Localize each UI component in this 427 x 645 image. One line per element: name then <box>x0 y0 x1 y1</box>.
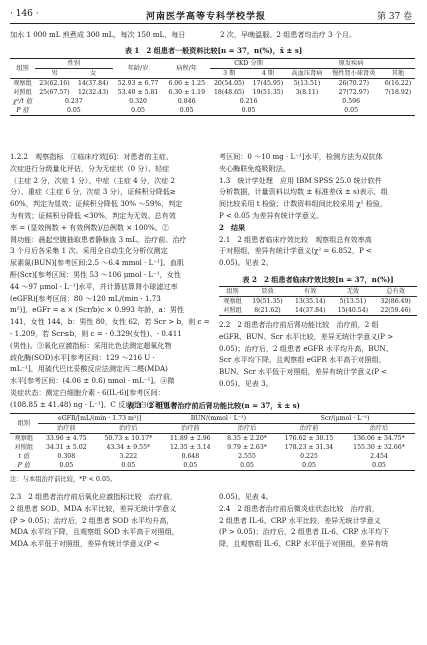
table-cell: 5(13.51) <box>287 79 326 89</box>
table-cell: 27(72.97) <box>338 89 369 96</box>
table-cell: 11.89 ± 2.96 <box>162 434 219 444</box>
text-line: 分）、重症（主症 6 分，次症 3 分），证候积分降低≥ <box>10 187 176 197</box>
table2-header-marked: 显效 <box>246 287 289 297</box>
text-line: 2 组患者 IL-6、CRP 水平比较，差异无统计学意义 <box>219 515 381 525</box>
table3-header-egfr: eGFR/[mL/(min · 1.73 m²)] <box>38 414 162 424</box>
table-cell: 0.225 <box>300 453 318 460</box>
table-cell: 50.73 ± 10.17* <box>95 434 162 444</box>
table-cell: 53.40 ± 5.81 <box>117 89 159 96</box>
table1-header-ckd3: 3 期 <box>223 70 236 77</box>
table-cell: 19(51.35) <box>252 89 284 96</box>
text-line: （主症 2 分，次症 1 分）、中症（主症 4 分，次症 2 <box>10 175 176 185</box>
table-cell: 5(13.51) <box>332 297 375 307</box>
table3-header-group: 组别 <box>10 414 38 434</box>
text-line: 歧化酶(SOD)水平[参考区间：129 ～216 U · <box>10 352 155 362</box>
table-cell: 0.320 <box>129 98 147 105</box>
table-cell: 12(32.43) <box>78 89 109 96</box>
text-line: 尿素氮(BUN)[参考区间:2.5 ～6.4 mmol · L⁻¹]、血肌 <box>10 258 185 268</box>
text-line: (108.85 ± 41.48) ng · L⁻¹]、C 反应蛋白(CRP)[参 <box>10 399 178 409</box>
page-number: · 146 · <box>10 9 39 19</box>
table2-caption: 表 2 2 组患者临床疗效比较[n = 37，n(%)] <box>242 275 394 284</box>
top-text-right: 2 次，早晚温服。2 组患者均治疗 3 个月。 <box>220 30 357 39</box>
left-column-paragraph-2 <box>10 491 210 550</box>
table-cell: 136.06 ± 34.75* <box>343 434 415 444</box>
table2-header-effective: 有效 <box>289 287 332 297</box>
volume-label: 第 37 卷 <box>377 12 413 22</box>
table-row <box>219 306 417 316</box>
table-cell: 观察组 <box>10 434 38 444</box>
text-line: 率 = (显效例数 + 有效例数)/总例数 × 100%。② <box>10 222 169 232</box>
table-cell: 0.05 <box>287 106 415 116</box>
table1-header-ckd: CKD 分期 <box>210 59 288 69</box>
text-line: Scr 水平均下降，且观察组 eGFR 水平高于对照组， <box>219 355 386 365</box>
table-cell: 33.96 ± 4.75 <box>38 434 95 444</box>
table2-header-total: 总有效 <box>374 287 417 297</box>
table-cell: 0.05 <box>210 106 288 116</box>
table-cell: 3.222 <box>119 453 138 460</box>
right-column-paragraph-2 <box>219 319 417 390</box>
table-cell: 176.62 ± 30.15 <box>275 434 343 444</box>
text-line: (P > 0.05)；治疗后，2 组患者 SOD 水平均升高， <box>10 515 174 525</box>
table-cell: 对照组 <box>13 89 32 96</box>
text-line: 考区间：0 ～10 mg · L⁻¹]水平，检测方法为双抗体 <box>219 152 383 161</box>
table-cell: 0.05 <box>38 461 95 471</box>
table3-header-before: 治疗前 <box>181 425 200 432</box>
right-column-paragraph-1 <box>219 151 417 269</box>
text-line: 2.1 2 组患者临床疗效比较 观察组总有效率高 <box>219 234 372 244</box>
text-line: eGFR、BUN、Scr 水平比较，差异无统计学意义(P > <box>219 331 394 341</box>
table-cell: 观察组 <box>10 79 35 89</box>
table1-header-sex: 性别 <box>35 59 113 69</box>
table-cell: 34.31 ± 5.02 <box>45 444 87 451</box>
table-cell: 15(40.54) <box>332 306 375 316</box>
text-line: BUN、Scr 水平低于对照组，差异有统计学意义(P < <box>219 367 388 377</box>
table-row <box>10 97 415 106</box>
table3 <box>10 413 415 471</box>
table-cell: 0.216 <box>239 98 258 105</box>
table2 <box>219 286 417 316</box>
text-line: 44 ～97 μmol · L⁻¹]水平，并计算估算肾小球滤过率 <box>10 281 178 291</box>
table2-header-invalid: 无效 <box>332 287 375 297</box>
table-cell: 52.93 ± 6.77 <box>113 79 164 89</box>
table-cell: 0.648 <box>181 453 200 460</box>
text-line: 次症进行分级量化评估，分为无症状（0 分）、轻症 <box>10 163 170 173</box>
text-line: 1.3 统计学处理 应用 IBM SPSS 25.0 统计软件 <box>219 175 382 185</box>
table-cell: 178.23 ± 31.34 <box>284 444 334 451</box>
table-row <box>10 434 415 444</box>
table-cell: 0.05 <box>219 461 275 471</box>
text-line: 肾功能：晨起空腹抽取患者静脉血 3 mL，治疗前、治疗 <box>10 234 187 244</box>
table-cell: 9.79 ± 2.63* <box>227 444 267 451</box>
table-cell: 14(37.84) <box>74 79 113 89</box>
table-cell: 2.555 <box>238 453 256 460</box>
text-line: 60%，判定为显效；证候积分降低 30% ～59%，判定 <box>10 199 183 209</box>
text-line: 降，且观察组 IL-6、CRP 水平低于对照组，差异有统 <box>219 539 389 549</box>
table1-header-htn: 高血压肾病 <box>291 70 323 77</box>
table-cell: 12.35 ± 3.14 <box>169 444 211 451</box>
text-line: 141，女性 144，b：男性 80，女性 62，若 Scr > b，则 c = <box>10 317 210 327</box>
text-line: 酐(Scr)[参考区间：男性 53 ～106 μmol · L⁻¹，女性 <box>10 269 181 279</box>
table-cell: 43.34 ± 9.55* <box>106 444 151 451</box>
table1-header-age: 年龄/岁 <box>113 59 164 79</box>
table1-header-course: 病程/年 <box>164 59 210 79</box>
right-column-paragraph-3 <box>219 491 417 550</box>
table3-note: 注：与本组治疗前比较，*P < 0.05。 <box>10 476 117 483</box>
table-cell: 0.05 <box>95 461 162 471</box>
table-cell: 17(45.95) <box>249 79 288 89</box>
table-row <box>10 443 415 452</box>
table-cell: 23(62.16) <box>35 79 74 89</box>
text-line: P < 0.05 为差异有统计学意义。 <box>219 210 324 220</box>
table-cell: 3(8.11) <box>295 89 319 96</box>
table-cell: 对照组 <box>14 444 34 451</box>
text-line: 1.2.2 观察指标 ①临床疗效[6]：对患者的主症、 <box>10 152 173 161</box>
table-cell: 8(21.62) <box>246 306 289 316</box>
table-cell: 6.06 ± 1.25 <box>164 79 210 89</box>
journal-title: 河南医学高等专科学校学报 <box>146 12 267 22</box>
table-cell: χ²/t 值 <box>13 98 33 105</box>
table-cell: 22(59.46) <box>374 306 417 316</box>
table1 <box>10 58 415 116</box>
table-cell: 26(70.27) <box>327 79 381 89</box>
table3-header-before: 治疗前 <box>57 425 76 432</box>
table-cell: 32(86.49) <box>374 297 417 307</box>
table2-header-group: 组别 <box>219 287 246 297</box>
table-cell: 0.846 <box>177 98 196 105</box>
text-line: 0.05)。见表 3。 <box>219 378 273 388</box>
text-line: - 1.209，若 Scr≤b，则 c = - 0.329(女性)、- 0.411 <box>10 328 182 338</box>
table1-header-group: 组别 <box>10 59 35 79</box>
table-cell: 7(18.92) <box>384 89 412 96</box>
table-cell: 2.454 <box>370 453 388 460</box>
text-line: MDA 水平均下降，且观察组 SOD 水平高于对照组， <box>10 527 179 537</box>
table3-header-after: 治疗后 <box>119 425 138 432</box>
table-cell: 20(54.05) <box>210 79 249 89</box>
table1-header-other: 其他 <box>391 70 405 77</box>
text-line: (P > 0.05)；治疗后，2 组患者 IL-6、CRP 水平均下 <box>219 527 390 537</box>
table-row <box>10 461 415 471</box>
table3-header-after: 治疗后 <box>369 425 389 432</box>
table1-header-cgn: 慢性肾小球肾炎 <box>332 70 376 77</box>
table3-header-after: 治疗后 <box>237 425 257 432</box>
table3-header-bun: BUN/(mmol · L⁻¹) <box>162 414 275 424</box>
text-line: 炎症状态：测定白细胞介素 - 6(IL-6)[参考区间： <box>10 387 165 397</box>
table-cell: 13(35.14) <box>289 297 332 307</box>
left-column-paragraph-1 <box>10 151 210 411</box>
text-line: 2.3 2 组患者治疗前后氧化应激指标比较 治疗前， <box>10 492 178 501</box>
table-cell: 155.30 ± 32.66* <box>353 444 405 451</box>
text-line: 3 个月后各采集 1 次。采用全自动生化分析仪测定 <box>10 246 168 256</box>
text-line: 夹心酶联免疫吸附法。 <box>219 163 290 173</box>
table-cell: 19(51.35) <box>246 297 289 307</box>
text-line: 间比较采用 t 检验；计数资料组间比较采用 χ² 检验， <box>219 199 387 209</box>
table-cell: 0.05 <box>343 461 415 471</box>
table-cell: 0.05 <box>162 461 219 471</box>
table1-header-male: 男 <box>51 70 58 77</box>
table-cell: t 值 <box>18 453 30 460</box>
table-row <box>10 452 415 461</box>
text-line: (男性)。③氧化应激指标：采用比色法测定超氧化物 <box>10 340 172 350</box>
header-rule <box>10 23 415 24</box>
text-line: 于对照组，差异有统计学意义(χ² = 6.852，P < <box>219 246 372 256</box>
table-cell: 对照组 <box>219 306 246 316</box>
table-cell: 0.308 <box>57 453 76 460</box>
text-line: 为有效；证候积分降低 <30%，判定为无效。总有效 <box>10 210 176 220</box>
table-cell: 0.237 <box>64 98 83 105</box>
table-cell: 0.05 <box>35 106 113 116</box>
table-row <box>10 106 415 116</box>
table1-header-female: 女 <box>90 70 97 77</box>
text-line: 水平[参考区间：(4.06 ± 0.6) nmol · mL⁻¹]。④微 <box>10 376 175 386</box>
table-cell: 6(16.22) <box>381 79 415 89</box>
table-row <box>10 88 415 97</box>
text-line: 0.05)。见表 4。 <box>219 492 273 501</box>
text-line: 0.05)。见表 2。 <box>219 258 273 268</box>
table1-caption: 表 1 2 组患者一般资料比较[n = 37，n(%)，x̄ ± s] <box>124 46 303 55</box>
table-row <box>219 297 417 307</box>
table-cell: P 值 <box>10 461 38 471</box>
top-text-left: 加水 1 000 mL 煎煮成 300 mL，每次 150 mL，每日 <box>10 30 186 39</box>
table-cell: 25(67.57) <box>39 89 70 96</box>
table3-header-before: 治疗前 <box>299 425 319 432</box>
text-line: MDA 水平低于对照组，差异有统计学意义(P < <box>10 539 160 549</box>
table-cell: 0.05 <box>275 461 343 471</box>
text-line: 分析数据，计量资料以均数 ± 标准差(x̄ ± s)表示，组 <box>219 187 388 197</box>
table-cell: 8.35 ± 2.20* <box>219 434 275 444</box>
table-row <box>10 79 415 89</box>
text-line: 2.4 2 组患者治疗前后微炎症状态比较 治疗前， <box>219 503 379 513</box>
table-cell: 18(48.65) <box>213 89 245 96</box>
table1-header-ckd4: 4 期 <box>261 70 274 77</box>
table-cell: 0.05 <box>113 106 164 116</box>
text-line: 0.05)；治疗后，2 组患者 eGFR 水平均升高，BUN、 <box>219 343 393 353</box>
table-cell: 观察组 <box>219 297 246 307</box>
text-line: 2 组患者 SOD、MDA 水平比较，差异无统计学意义 <box>10 503 177 513</box>
text-line: m²)]，eGFr = a × (Scr/b)c × 0.993 年龄，a：男性 <box>10 305 184 315</box>
text-line: mL⁻¹]，用硫代巴比妥酸反应法测定丙二醛(MDA) <box>10 364 168 374</box>
table-cell: 0.596 <box>342 98 361 105</box>
section-heading: 2 结果 <box>219 222 246 232</box>
table-cell: 0.05 <box>164 106 210 116</box>
table-cell: 14(37.84) <box>289 306 332 316</box>
table-cell: P 值 <box>10 106 35 116</box>
table3-caption: 表 3 2 组患者治疗前后肾功能比较(n = 37，x̄ ± s) <box>127 401 300 410</box>
text-line: 2.2 2 组患者治疗前后肾功能比较 治疗前，2 组 <box>219 320 379 329</box>
table-cell: 6.30 ± 1.19 <box>168 89 205 96</box>
table1-header-disease: 原发疾病 <box>287 59 415 69</box>
table3-header-scr: Scr/(μmol · L⁻¹) <box>275 414 415 424</box>
text-line: (eGFR)[参考区间：80 ～120 mL/(min · 1.73 <box>10 293 161 303</box>
